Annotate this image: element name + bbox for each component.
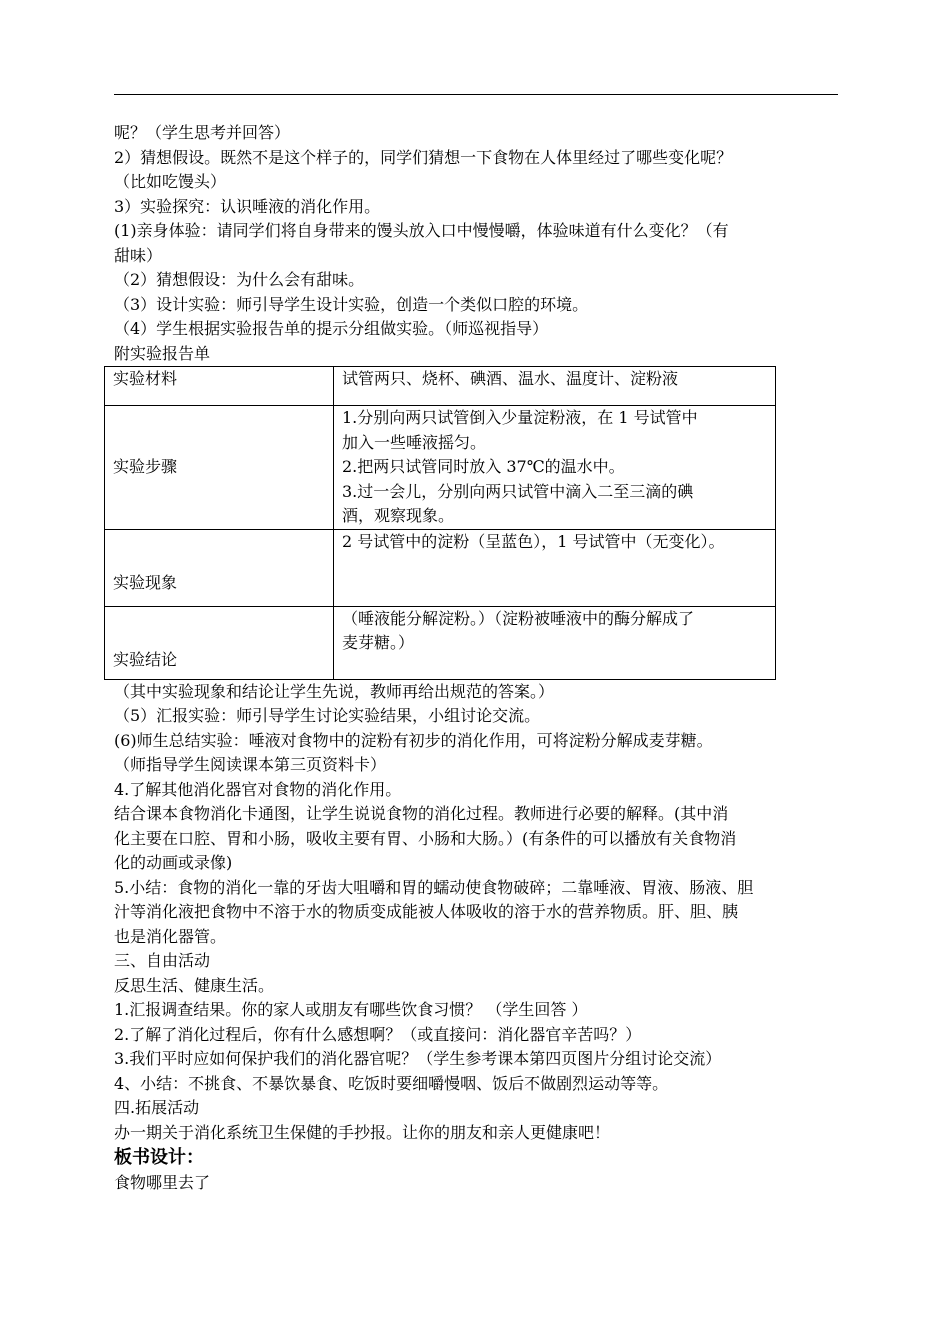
- text-line: （2）猜想假设：为什么会有甜味。: [114, 270, 365, 289]
- experiment-report-table: [104, 366, 776, 680]
- table-row-materials: [105, 367, 776, 406]
- text-line: 化主要在口腔、胃和小肠，吸收主要有胃、小肠和大肠。）(有条件的可以播放有关食物消: [114, 828, 737, 848]
- phenomenon-label: 实验现象: [105, 529, 334, 606]
- text-line: 甜味）: [114, 245, 163, 265]
- text-line: 反思生活、健康生活。: [114, 975, 275, 995]
- text-line: 也是消化器管。: [114, 926, 227, 946]
- text-line: 5.小结：食物的消化一靠的牙齿大咀嚼和胃的蠕动使食物破碎；二靠唾液、胃液、肠液、胆: [114, 877, 754, 897]
- conclusion-value: [334, 606, 776, 679]
- text-line: （其中实验现象和结论让学生先说，教师再给出规范的答案。）: [114, 681, 555, 701]
- document-body: [114, 121, 838, 1196]
- conclusion-line: （唾液能分解淀粉。）（淀粉被唾液中的酶分解成了: [342, 608, 695, 628]
- text-line: (1)亲身体验：请同学们将自身带来的馒头放入口中慢慢嚼，体验味道有什么变化？（有: [114, 221, 729, 240]
- text-line: （师指导学生阅读课本第三页资料卡）: [114, 755, 387, 774]
- steps-line: 2.把两只试管同时放入 37℃的温水中。: [342, 457, 625, 476]
- text-line: 汁等消化液把食物中不溶于水的物质变成能被人体吸收的溶于水的营养物质。肝、胆、胰: [114, 902, 739, 921]
- steps-line: 3.过一会儿，分别向两只试管中滴入二至三滴的碘: [342, 481, 694, 501]
- text-line: （3）设计实验：师引导学生设计实验，创造一个类似口腔的环境。: [114, 294, 589, 314]
- text-line: 3.我们平时应如何保护我们的消化器官呢？（学生参考课本第四页图片分组讨论交流）: [114, 1049, 722, 1068]
- conclusion-line: 麦芽糖。）: [342, 633, 415, 652]
- text-line: 呢？（学生思考并回答）: [114, 123, 291, 142]
- materials-value: 试管两只、烧杯、碘酒、温水、温度计、淀粉液: [334, 367, 776, 406]
- steps-value: [334, 406, 776, 530]
- materials-label: 实验材料: [105, 367, 334, 406]
- paragraph-block-2: [114, 680, 838, 1146]
- text-line: （比如吃馒头）: [114, 172, 227, 191]
- text-line: 4、小结：不挑食、不暴饮暴食、吃饭时要细嚼慢咽、饭后不做剧烈运动等等。: [114, 1073, 669, 1093]
- table-row-steps: [105, 406, 776, 530]
- text-line: （4）学生根据实验报告单的提示分组做实验。（师巡视指导）: [114, 319, 549, 338]
- text-line: 1.汇报调查结果。你的家人或朋友有哪些饮食习惯？ （学生回答 ）: [114, 1000, 588, 1019]
- table-caption: 附实验报告单: [114, 343, 211, 363]
- text-line: 结合课本食物消化卡通图，让学生说说食物的消化过程。教师进行必要的解释。(其中消: [114, 804, 729, 823]
- steps-line: 酒，观察现象。: [342, 506, 455, 525]
- text-line: 化的动画或录像): [114, 853, 233, 872]
- paragraph-block-1: [114, 121, 838, 366]
- board-design-heading: 板书设计：: [114, 1147, 204, 1168]
- text-line: 3）实验探究：认识唾液的消化作用。: [114, 196, 381, 216]
- header-rule: [114, 94, 838, 95]
- text-line: 2）猜想假设。既然不是这个样子的，同学们猜想一下食物在人体里经过了哪些变化呢？: [114, 147, 733, 167]
- text-line: （5）汇报实验：师引导学生讨论实验结果，小组讨论交流。: [114, 706, 541, 725]
- text-line: (6)师生总结实验：唾液对食物中的淀粉有初步的消化作用，可将淀粉分解成麦芽糖。: [114, 730, 713, 750]
- steps-line: 1.分别向两只试管倒入少量淀粉液，在 1 号试管中: [342, 408, 698, 427]
- phenomenon-value: 2 号试管中的淀粉（呈蓝色），1 号试管中（无变化）。: [334, 529, 776, 606]
- board-design-line: 食物哪里去了: [114, 1173, 211, 1192]
- section-heading: 四.拓展活动: [114, 1098, 200, 1117]
- section-heading: 三、自由活动: [114, 951, 211, 970]
- table-row-conclusion: [105, 606, 776, 679]
- steps-line: 加入一些唾液摇匀。: [342, 432, 487, 452]
- text-line: 4.了解其他消化器官对食物的消化作用。: [114, 779, 402, 799]
- text-line: 办一期关于消化系统卫生保健的手抄报。让你的朋友和亲人更健康吧！: [114, 1122, 611, 1142]
- conclusion-label: 实验结论: [105, 606, 334, 679]
- text-line: 2.了解了消化过程后，你有什么感想啊？（或直接问：消化器官辛苦吗？）: [114, 1024, 642, 1044]
- table-row-phenomenon: [105, 529, 776, 606]
- steps-label: 实验步骤: [105, 406, 334, 530]
